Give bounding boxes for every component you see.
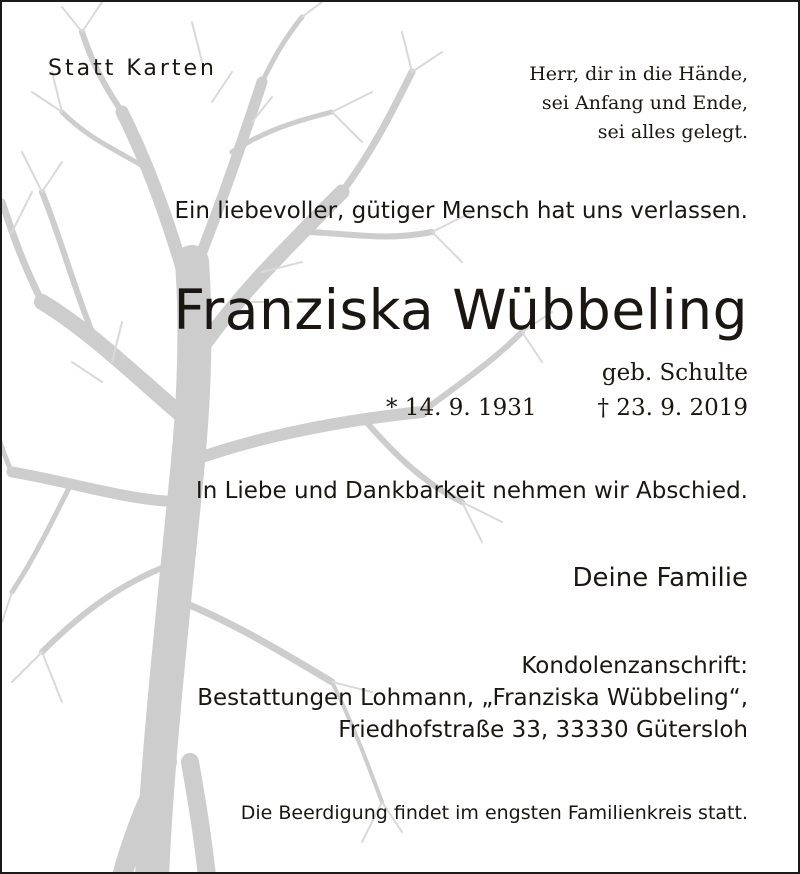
birth-date: * 14. 9. 1931 xyxy=(386,395,537,421)
verse-line: sei Anfang und Ende, xyxy=(541,92,748,114)
family-signature: Deine Familie xyxy=(572,563,748,593)
verse-line: Herr, dir in die Hände, xyxy=(529,63,748,85)
deceased-name: Franziska Wübbeling xyxy=(173,278,748,342)
maiden-name: geb. Schulte xyxy=(601,360,748,386)
verse-block xyxy=(529,60,748,147)
burial-note: Die Beerdigung findet im engsten Familienkreis statt. xyxy=(240,802,748,824)
condolence-address xyxy=(197,650,748,746)
condolence-label: Kondolenzanschrift: xyxy=(521,653,748,679)
condolence-line: Friedhofstraße 33, 33330 Gütersloh xyxy=(338,717,748,743)
death-date: † 23. 9. 2019 xyxy=(597,395,748,421)
headline-label: Statt Karten xyxy=(48,56,217,81)
verse-line: sei alles gelegt. xyxy=(597,121,748,143)
condolence-line: Bestattungen Lohmann, „Franziska Wübbeling“, xyxy=(197,685,748,711)
farewell-text: In Liebe und Dankbarkeit nehmen wir Abschied. xyxy=(195,478,748,504)
intro-text: Ein liebevoller, gütiger Mensch hat uns verlassen. xyxy=(174,198,748,224)
